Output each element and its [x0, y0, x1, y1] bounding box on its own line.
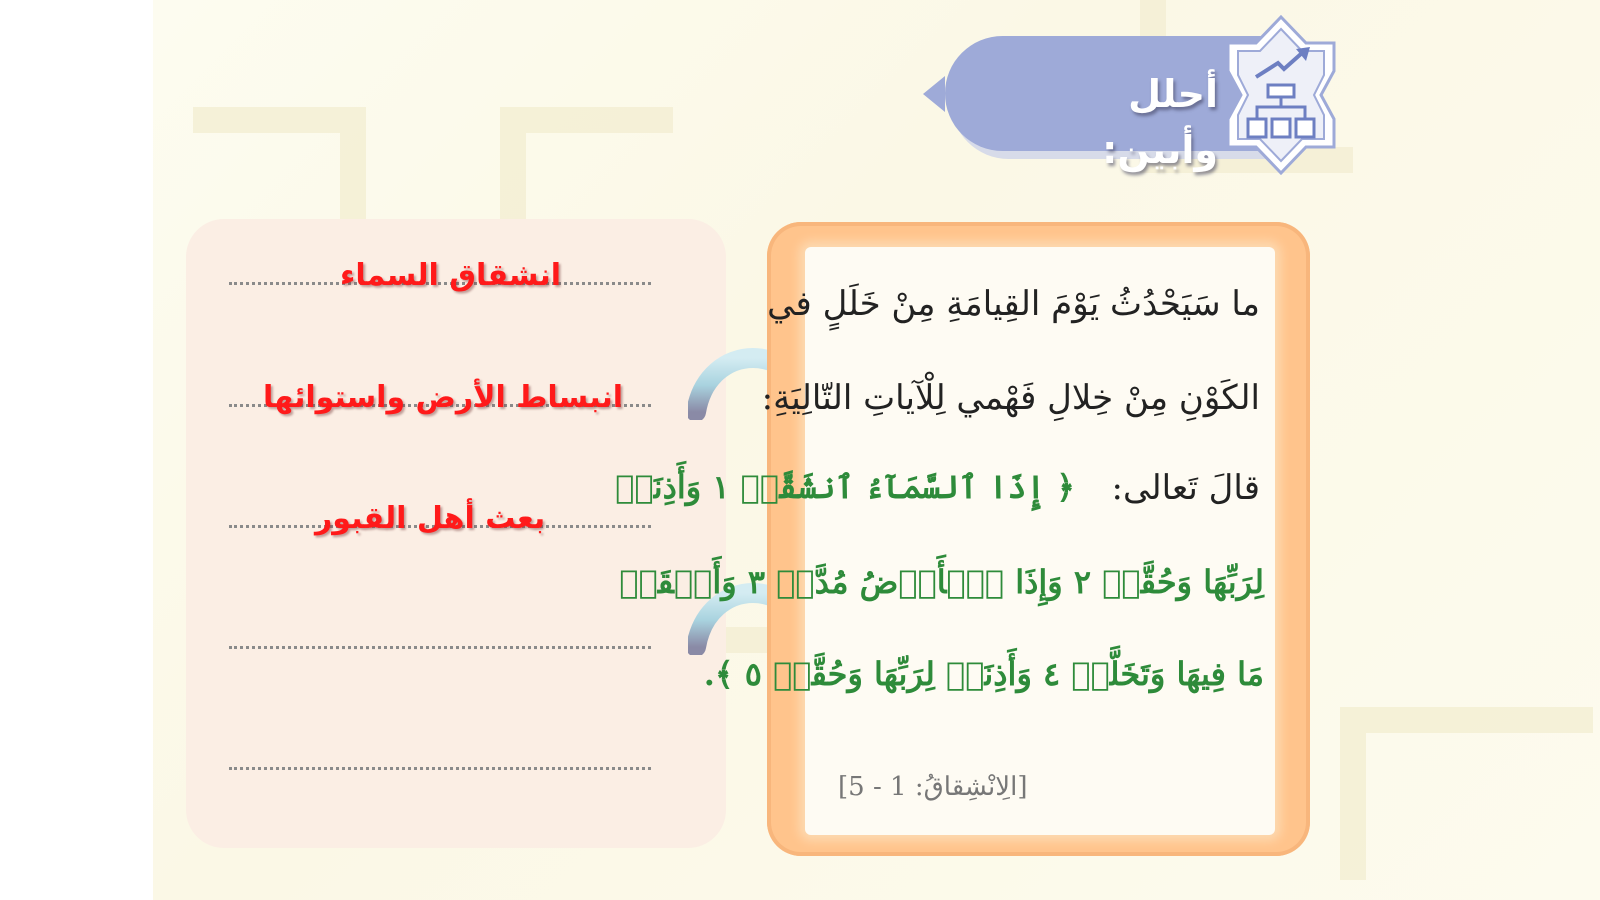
analysis-diagram-icon [1226, 15, 1336, 175]
quran-line-2: لِرَبِّهَا وَحُقَّتۡ ٢ وَإِذَا ٱلۡأَرۡضُ مُدَّتۡ ٣ وَأَلۡقَتۡ [619, 563, 1264, 601]
answer-text-3: بعث أهل القبور [315, 501, 546, 536]
answer-line-4[interactable] [229, 646, 651, 649]
verse-card-inner [805, 247, 1275, 835]
answer-text-1: انشقاق السماء [340, 258, 561, 293]
verse-reference: [الِانْشِقاقُ: 1 - 5] [838, 772, 1028, 802]
verse-lead: قالَ تَعالى: [1111, 468, 1260, 508]
quran-line-1: ﴿ إِذَا ٱلسَّمَآءُ ٱنشَقَّتۡ ١ وَأَذِنَتۡ [615, 468, 1075, 506]
section-title: أحلل وأبين: [1102, 72, 1218, 172]
answer-text-2: انبساط الأرض واستوائها [263, 380, 623, 415]
quran-line-3: مَا فِيهَا وَتَخَلَّتۡ ٤ وَأَذِنَتۡ لِرَبِّهَا وَحُقَّتۡ ٥ ﴾. [703, 655, 1264, 693]
intro-line-1: ما سَيَحْدُثُ يَوْمَ القِيامَةِ مِنْ خَلَلٍ في [767, 284, 1260, 324]
intro-line-2: الكَوْنِ مِنْ خِلالِ فَهْمي لِلْآياتِ التّالِيَةِ: [761, 378, 1260, 418]
answer-line-5[interactable] [229, 767, 651, 770]
